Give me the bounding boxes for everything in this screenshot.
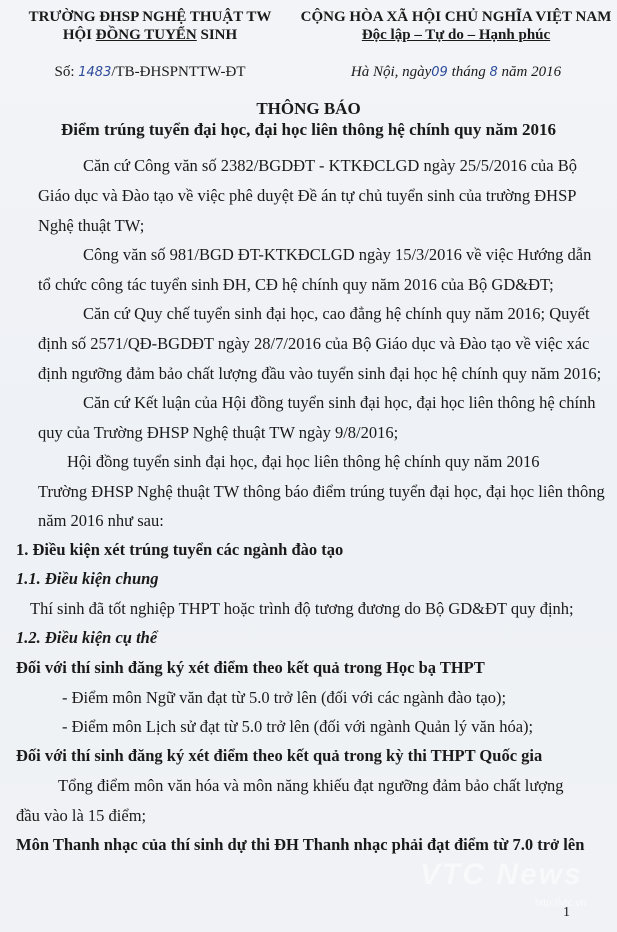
paragraph-line: tổ chức công tác tuyển sinh ĐH, CĐ hệ chính quy năm 2016 của Bộ GD&ĐT; <box>38 275 554 294</box>
watermark-url: http://vtc.vn <box>535 898 587 909</box>
paragraph-line: định số 2571/QĐ-BGDĐT ngày 28/7/2016 của Bộ Giáo dục và Đào tạo về việc xác <box>38 334 590 353</box>
paragraph-line: Hội đồng tuyển sinh đại học, đại học liên thông hệ chính quy năm 2016 <box>67 452 540 471</box>
list-item: - Điểm môn Ngữ văn đạt từ 5.0 trở lên (đối với các ngành đào tạo); <box>62 688 507 707</box>
notice-heading: THÔNG BÁO <box>256 99 361 118</box>
doc-number-suffix: /TB-ĐHSPNTTW-ĐT <box>111 64 246 80</box>
paragraph-line: Trường ĐHSP Nghệ thuật TW thông báo điểm trúng tuyển đại học, đại học liên thông <box>38 482 605 501</box>
national-motto: Độc lập – Tự do – Hạnh phúc <box>361 27 551 43</box>
doc-number-handwritten: 1483 <box>78 65 112 80</box>
paragraph-line: Công văn số 981/BGD ĐT-KTKĐCLGD ngày 15/3/2016 về việc Hướng dẫn <box>83 245 592 264</box>
section-heading-1-1: 1.1. Điều kiện chung <box>16 569 159 588</box>
section-heading-1-2: 1.2. Điều kiện cụ thể <box>16 628 158 647</box>
council-name-underlined: ĐỒNG TUYỂN <box>95 27 197 43</box>
paragraph-line: Căn cứ Kết luận của Hội đồng tuyển sinh đại học, đại học liên thông hệ chính <box>83 393 596 412</box>
paragraph-line: Nghệ thuật TW; <box>38 216 145 235</box>
page-number: 1 <box>563 905 570 920</box>
school-name: TRƯỜNG ĐHSP NGHỆ THUẬT TW <box>28 9 272 25</box>
date-day-handwritten: 09 <box>431 65 448 80</box>
council-name-part: SINH <box>196 27 238 43</box>
date-prefix: Hà Nội, ngày <box>350 64 432 80</box>
doc-number-prefix: Số: <box>54 64 79 80</box>
paragraph-line: Giáo dục và Đào tạo về việc phê duyệt Đề án tự chủ tuyển sinh của trường ĐHSP <box>38 186 577 205</box>
paragraph-line: đầu vào là 15 điểm; <box>16 806 147 825</box>
date-month-label: tháng <box>447 64 490 80</box>
paragraph-line: định ngưỡng đảm bảo chất lượng đầu vào tuyển sinh đại học hệ chính quy năm 2016; <box>38 364 602 383</box>
section-heading-1: 1. Điều kiện xét trúng tuyển các ngành đào tạo <box>16 540 344 559</box>
date-year: năm 2016 <box>497 64 562 80</box>
list-item: - Điểm môn Lịch sử đạt từ 5.0 trở lên (đối với ngành Quản lý văn hóa); <box>62 717 534 736</box>
vtc-news-watermark: VTC News <box>420 858 583 891</box>
council-name <box>0 27 300 44</box>
notice-subtitle: Điểm trúng tuyển đại học, đại học liên thông hệ chính quy năm 2016 <box>61 120 556 139</box>
paragraph-line: năm 2016 như sau: <box>38 511 164 530</box>
paragraph-line: quy của Trường ĐHSP Nghệ thuật TW ngày 9/8/2016; <box>38 423 399 442</box>
hocba-heading: Đối với thí sinh đăng ký xét điểm theo kết quả trong Học bạ THPT <box>16 658 485 677</box>
paragraph-line: Căn cứ Công văn số 2382/BGDĐT - KTKĐCLGD ngày 25/5/2016 của Bộ <box>83 156 577 175</box>
paragraph-line: Tổng điểm môn văn hóa và môn năng khiếu đạt ngưỡng đảm bảo chất lượng <box>58 776 564 795</box>
national-title: CỘNG HÒA XÃ HỘI CHỦ NGHĨA VIỆT NAM <box>300 9 612 25</box>
issue-date <box>295 64 617 81</box>
document-number <box>0 64 300 81</box>
date-month-handwritten: 8 <box>489 65 498 80</box>
paragraph-line: Căn cứ Quy chế tuyển sinh đại học, cao đẳng hệ chính quy năm 2016; Quyết <box>83 304 590 323</box>
thpt-heading: Đối với thí sinh đăng ký xét điểm theo kết quả trong kỳ thi THPT Quốc gia <box>16 746 543 765</box>
thanhnhac-requirement: Môn Thanh nhạc của thí sinh dự thi ĐH Thanh nhạc phải đạt điểm từ 7.0 trở lên <box>16 835 585 854</box>
council-name-part: HỘI <box>62 27 96 43</box>
paragraph-line: Thí sinh đã tốt nghiệp THPT hoặc trình độ tương đương do Bộ GD&ĐT quy định; <box>30 599 574 618</box>
